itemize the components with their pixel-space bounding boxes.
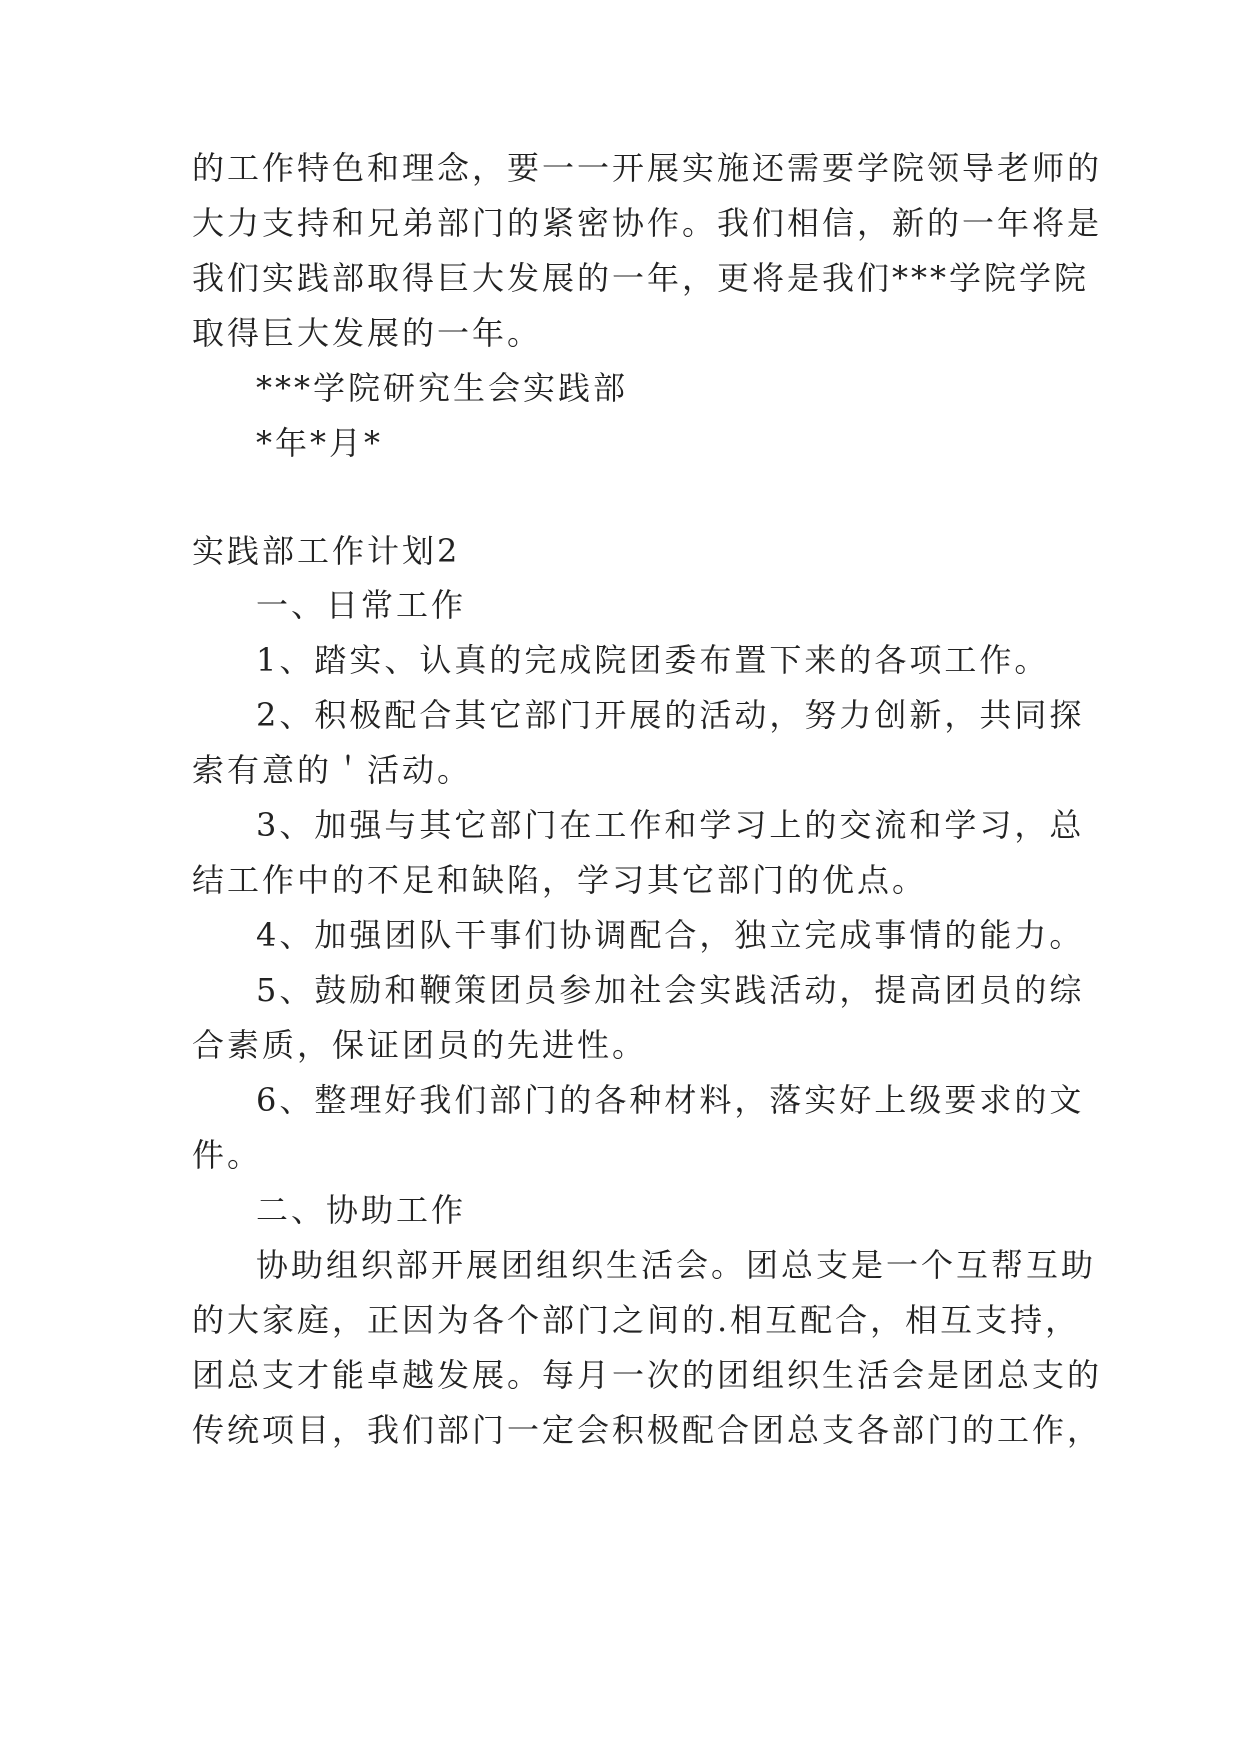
signature-organization: ***学院研究生会实践部	[256, 369, 629, 407]
item-2-continued: 索有意的＇活动。	[192, 751, 473, 789]
paragraph-line-3: 团总支才能卓越发展。每月一次的团组织生活会是团总支的	[192, 1356, 1103, 1394]
paragraph-line-1: 协助组织部开展团组织生活会。团总支是一个互帮互助	[256, 1246, 1097, 1284]
body-line-3: 我们实践部取得巨大发展的一年，更将是我们***学院学院	[192, 259, 1090, 297]
heading-assist-work: 二、协助工作	[256, 1191, 467, 1229]
item-1: 1、踏实、认真的完成院团委布置下来的各项工作。	[256, 641, 1050, 679]
item-3: 3、加强与其它部门在工作和学习上的交流和学习，总	[256, 806, 1085, 844]
heading-daily-work: 一、日常工作	[256, 586, 467, 624]
paragraph-line-2: 的大家庭，正因为各个部门之间的.相互配合，相互支持，	[192, 1301, 1081, 1339]
body-line-2: 大力支持和兄弟部门的紧密协作。我们相信，新的一年将是	[192, 204, 1103, 242]
signature-date: *年*月*	[256, 424, 384, 462]
body-line-1: 的工作特色和理念，要一一开展实施还需要学院领导老师的	[192, 149, 1103, 187]
item-6: 6、整理好我们部门的各种材料，落实好上级要求的文	[256, 1081, 1085, 1119]
body-line-4: 取得巨大发展的一年。	[192, 314, 543, 352]
item-6-continued: 件。	[192, 1136, 263, 1174]
item-2: 2、积极配合其它部门开展的活动，努力创新，共同探	[256, 696, 1085, 734]
item-5: 5、鼓励和鞭策团员参加社会实践活动，提高团员的综	[256, 971, 1085, 1009]
section-title: 实践部工作计划2	[192, 532, 461, 570]
item-4: 4、加强团队干事们协调配合，独立完成事情的能力。	[256, 916, 1085, 954]
item-5-continued: 合素质，保证团员的先进性。	[192, 1026, 648, 1064]
paragraph-line-4: 传统项目，我们部门一定会积极配合团总支各部门的工作，	[192, 1411, 1103, 1449]
item-3-continued: 结工作中的不足和缺陷，学习其它部门的优点。	[192, 861, 928, 899]
